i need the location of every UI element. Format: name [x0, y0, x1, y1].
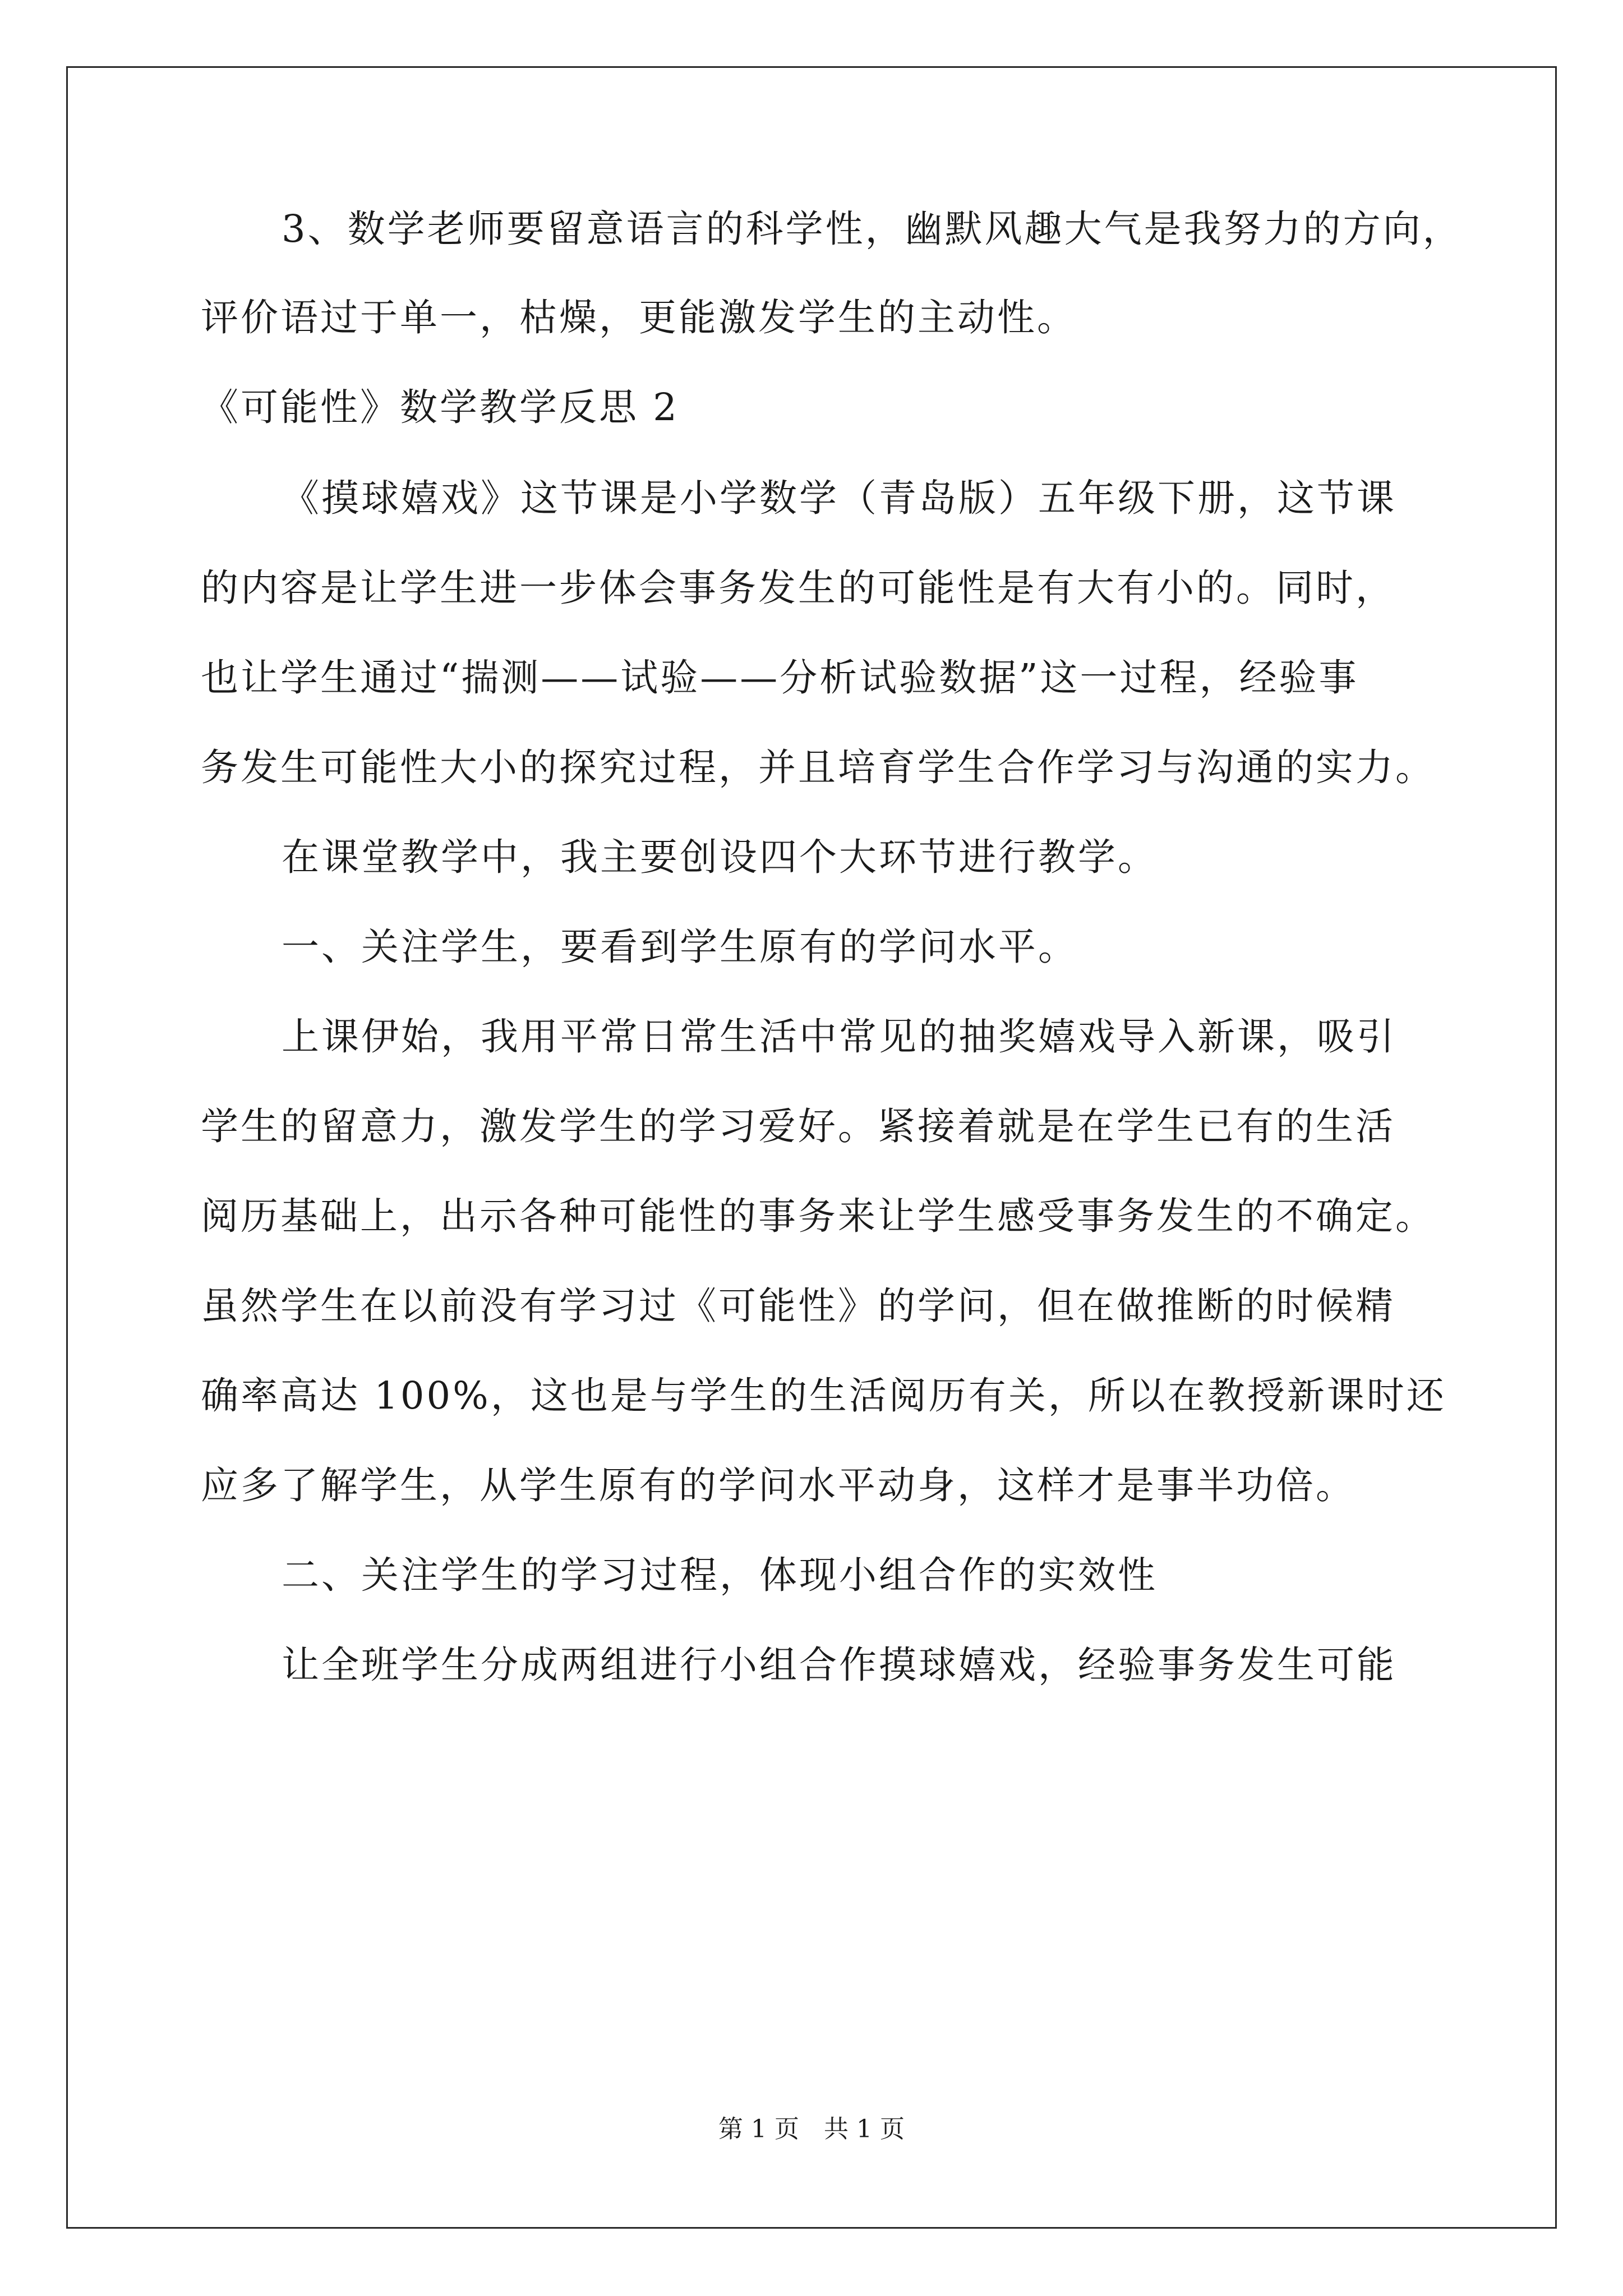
paragraph-line: 二、关注学生的学习过程，体现小组合作的实效性 — [282, 1553, 1158, 1597]
page-footer: 第 1 页 共 1 页 — [718, 2115, 905, 2143]
paragraph-line: 也让学生通过“揣测——试验——分析试验数据”这一过程，经验事 — [201, 656, 1359, 700]
paragraph-line: 虽然学生在以前没有学习过《可能性》的学问，但在做推断的时候精 — [201, 1284, 1395, 1328]
paragraph-line: 应多了解学生，从学生原有的学问水平动身，这样才是事半功倍。 — [201, 1464, 1355, 1507]
paragraph-line: 确率高达 100%，这也是与学生的生活阅历有关，所以在教授新课时还 — [201, 1374, 1446, 1418]
paragraph-line: 阅历基础上，出示各种可能性的事务来让学生感受事务发生的不确定。 — [201, 1194, 1435, 1238]
paragraph-line: 一、关注学生，要看到学生原有的学问水平。 — [282, 925, 1078, 969]
paragraph-line: 评价语过于单一，枯燥，更能激发学生的主动性。 — [201, 296, 1077, 339]
paragraph-line: 上课伊始，我用平常日常生活中常见的抽奖嬉戏导入新课，吸引 — [282, 1015, 1396, 1059]
paragraph-line: 在课堂教学中，我主要创设四个大环节进行教学。 — [282, 835, 1158, 879]
paragraph-line: 学生的留意力，激发学生的学习爱好。紧接着就是在学生已有的生活 — [201, 1105, 1395, 1148]
section-heading: 《可能性》数学教学反思 2 — [201, 385, 679, 429]
paragraph-line: 的内容是让学生进一步体会事务发生的可能性是有大有小的。同时， — [201, 566, 1395, 610]
paragraph-line: 务发生可能性大小的探究过程，并且培育学生合作学习与沟通的实力。 — [201, 746, 1435, 789]
paragraph-line: 让全班学生分成两组进行小组合作摸球嬉戏，经验事务发生可能 — [282, 1643, 1396, 1687]
paragraph-line: 3、数学老师要留意语言的科学性，幽默风趣大气是我努力的方向， — [282, 207, 1463, 251]
paragraph-line: 《摸球嬉戏》这节课是小学数学（青岛版）五年级下册，这节课 — [282, 476, 1396, 520]
